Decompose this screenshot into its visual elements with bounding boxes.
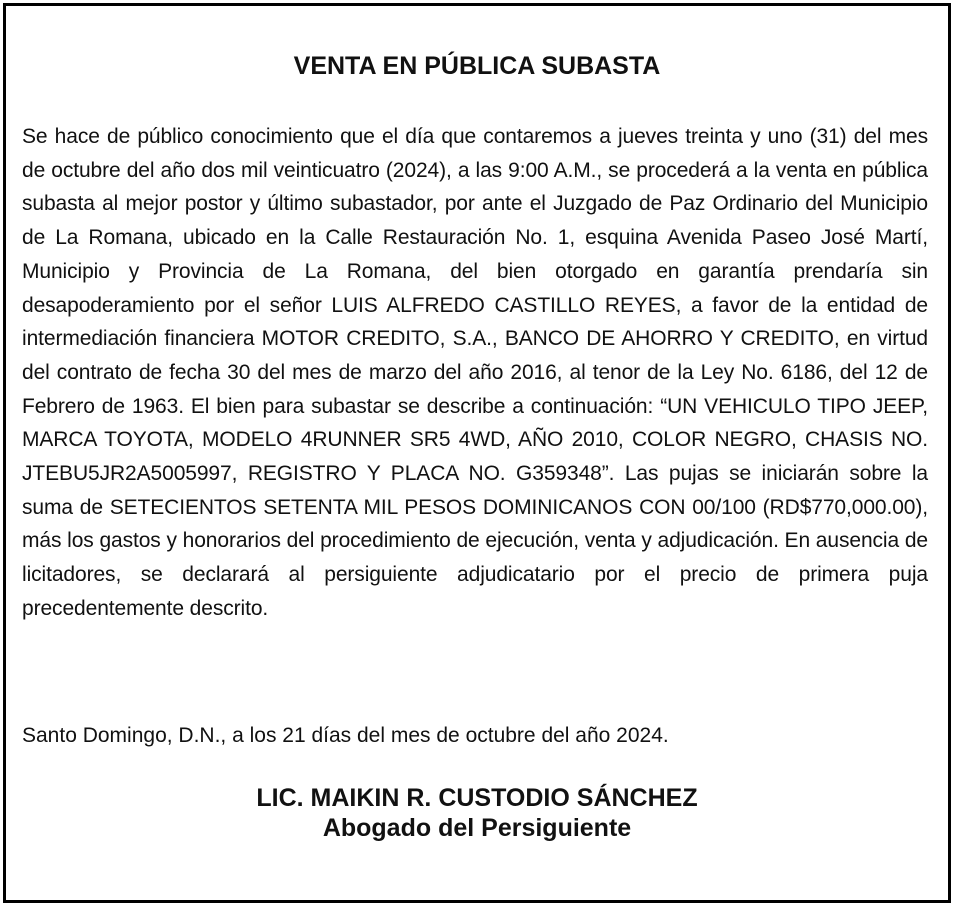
signer-role: Abogado del Persiguiente [322,814,632,842]
notice-closing: Santo Domingo, D.N., a los 21 días del mes de octubre del año 2024. [22,724,669,747]
legal-notice [3,3,951,903]
notice-body: Se hace de público conocimiento que el día que contaremos a jueves treinta y uno (31) del mes de octubre del año dos mil veinticuatro (2024), a las 9:00 A.M., se procederá a la venta en pública subasta al mejor postor y último subastador, por ante el Juzgado de Paz Ordinario del Municipio de La Romana, ubicado en la Calle Restauración No. 1, esquina Avenida Paseo José Martí, Municipio y Provincia de La Romana, del bien otorgado en garantía prendaría sin desapoderamiento por el señor LUIS ALFREDO CASTILLO REYES, a favor de la entidad de intermediación financiera MOTOR CREDITO, S.A., BANCO DE AHORRO Y CREDITO, en virtud del contrato de fecha 30 del mes de marzo del año 2016, al tenor de la Ley No. 6186, del 12 de Febrero de 1963. El bien para subastar se describe a continuación: “UN VEHICULO TIPO JEEP, MARCA TOYOTA, MODELO 4RUNNER SR5 4WD, AÑO 2010, COLOR NEGRO, CHASIS NO. JTEBU5JR2A5005997, REGISTRO Y PLACA NO. G359348”. Las pujas se iniciarán sobre la suma de SETECIENTOS SETENTA MIL PESOS DOMINICANOS CON 00/100 (RD$770,000.00), más los gastos y honorarios del procedimiento de ejecución, venta y adjudicación. En ausencia de licitadores, se declarará al persiguiente adjudicatario por el precio de primera puja precedentemente descrito. [22,125,928,620]
notice-title: VENTA EN PÚBLICA SUBASTA [293,52,661,80]
signature-block [6,783,948,843]
signer-name: LIC. MAIKIN R. CUSTODIO SÁNCHEZ [256,784,698,812]
